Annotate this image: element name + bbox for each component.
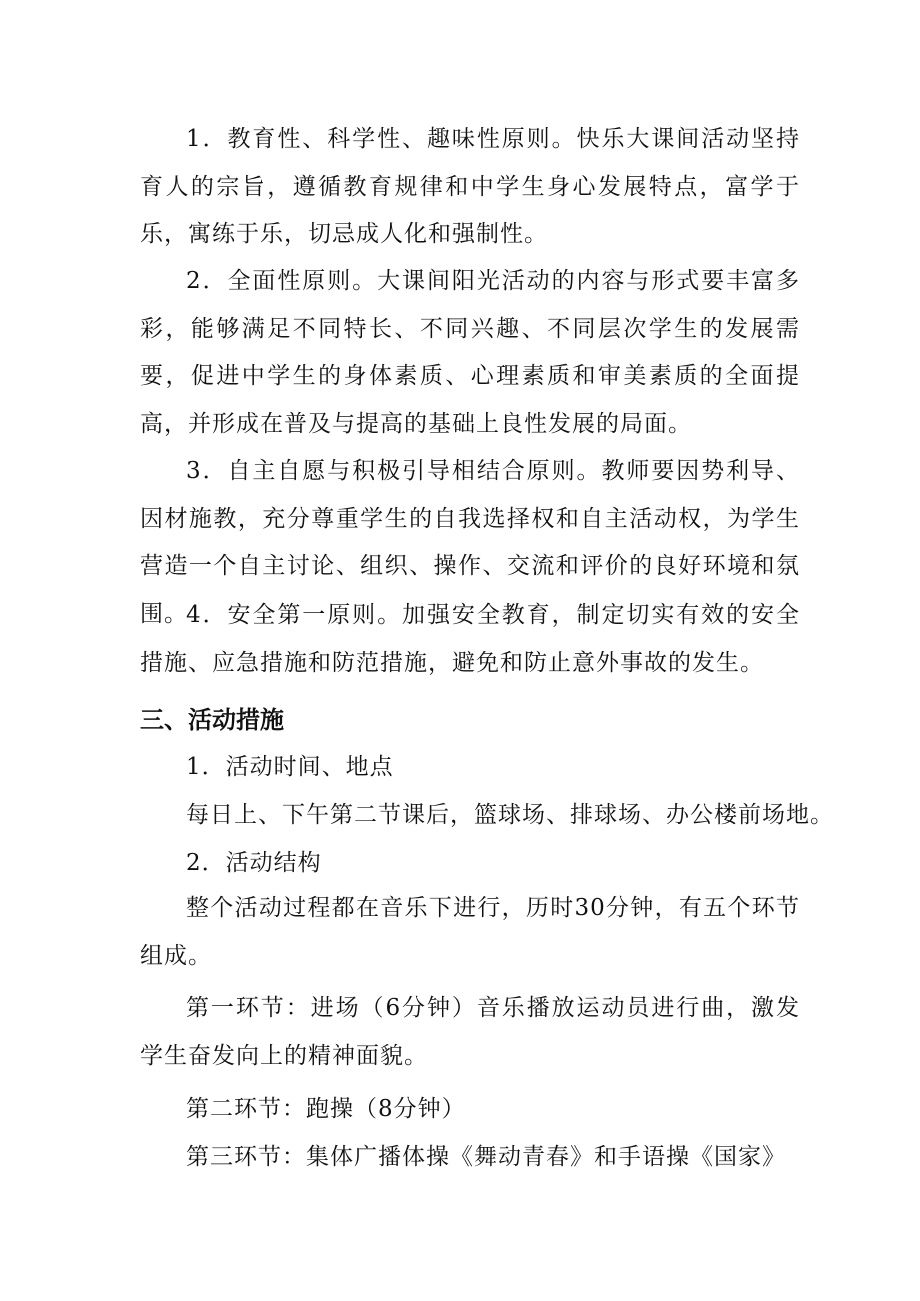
principle-4: 4．安全第一原则。加强安全教育，制定切实有效的安全措施、应急措施和防范措施，避免和防止意外事故的发生。 — [140, 602, 800, 676]
time-place-text: 每日上、下午第二节课后，篮球场、排球场、办公楼前场地。 — [186, 802, 834, 828]
principle-2: 2．全面性原则。大课间阳光活动的内容与形式要丰富多彩，能够满足不同特长、不同兴趣、不同层次学生的发展需要，促进中学生的身体素质、心理素质和审美素质的全面提高，并形成在普及与提高的基础上良性发展的局面。 — [140, 268, 800, 437]
section-heading: 三、活动措施 — [140, 706, 284, 734]
principle-1: 1．教育性、科学性、趣味性原则。快乐大课间活动坚持育人的宗旨，遵循教育规律和中学生身心发展特点，富学于乐，寓练于乐，切忌成人化和强制性。 — [140, 126, 800, 247]
structure-step-1: 第一环节：进场（6分钟）音乐播放运动员进行曲，激发学生奋发向上的精神面貌。 — [140, 995, 800, 1069]
time-place-title: 1．活动时间、地点 — [186, 754, 394, 780]
principle-3: 3．自主自愿与积极引导相结合原则。教师要因势利导、因材施教，充分尊重学生的自我选择权和自主活动权，为学生营造一个自主讨论、组织、操作、交流和评价的良好环境和氛围。 — [140, 458, 800, 627]
structure-step-2: 第二环节：跑操（8分钟） — [186, 1096, 466, 1122]
structure-step-3: 第三环节：集体广播体操《舞动青春》和手语操《国家》 — [186, 1144, 786, 1170]
structure-intro: 整个活动过程都在音乐下进行，历时30分钟，有五个环节组成。 — [140, 895, 800, 969]
structure-title: 2．活动结构 — [186, 850, 322, 876]
